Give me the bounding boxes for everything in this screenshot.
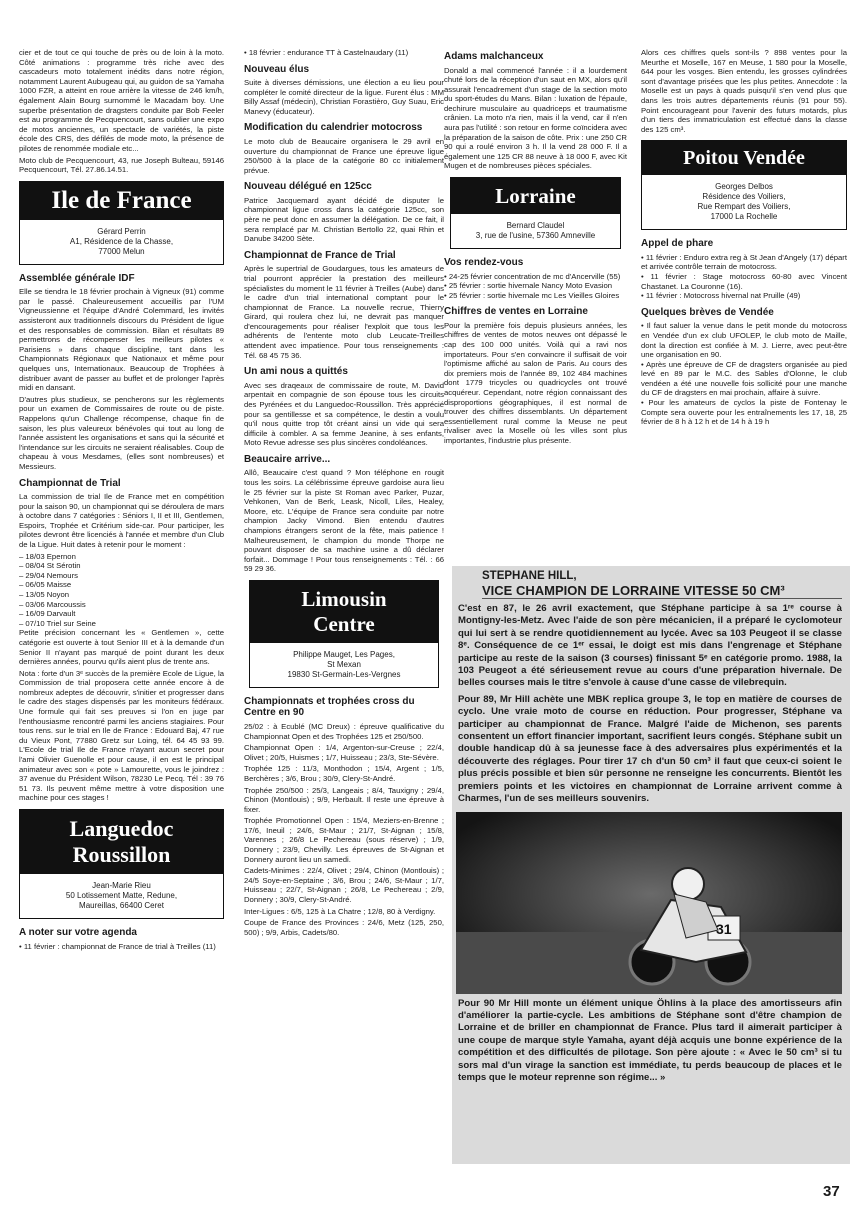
article-text: Nota : forte d'un 3ᵉ succès de la première Ecole de Ligue, la Commission de trial proposera cette année encore à de nombreux adeptes de découvrir, s'initier et progresser dans le cadre des stages dispensés par les moniteurs fédéraux. Une formule qui fait ses preuves si l'on en juge par l'enthousiasme rencontré parmi les anciens stagiaires. Pour tous rens. sur le trial en Ile de France : Edouard Baj, 47 rue du Vieux Pont, 77880 Gretz sur Loing, tél. 64 45 93 99. L'Ecole de trial Ile de France n'ayant aucun secret pour l'ami Olivier Guenolle et pour cause, il en est le principal animateur avec son « pote » Lamourette, vous le joindrez : 37 avenue du Président Wilson, 78230 Le Pecq. Tél : 39 76 51 73. Ils peuvent même mettre à votre disposition une machine pour ces stages ! bbox=[19, 668, 224, 803]
region-address bbox=[642, 175, 846, 229]
heading: Championnat de Trial bbox=[19, 477, 121, 489]
region-address bbox=[250, 643, 438, 687]
page-number: 37 bbox=[823, 1183, 840, 1200]
feature-article-stephane-hill bbox=[452, 566, 850, 1164]
agenda-list bbox=[19, 942, 224, 952]
article-text: Alors ces chiffres quels sont-ils ? 898 ventes pour la Meurthe et Moselle, 167 en Meuse, 1 580 pour la Moselle, 644 pour les vosges. Bien entendu, les grosses cylindrées sont d'avantage prisées que les plus petites. Annecdote : la Moselle est un pays à quads puisqu'il s'en vend plus que dans les trois autres départements réunis (91 pour 55). Point encourageant pour l'avenir des futurs motards, plus d'un tiers des immatriculation est effectué dans la classe des 125 cm³. bbox=[641, 48, 847, 134]
article-text: Petite précision concernant les « Gentlemen », cette catégorie est ouverte à tout Senior III et à la demande d'un Senior II n'ayant pas marqué de point durant les deux dernières années, pourvu qu'ils aient plus de trente ans. bbox=[19, 628, 224, 667]
address-line: 17000 La Rochelle bbox=[710, 212, 778, 222]
region-address bbox=[20, 874, 223, 918]
list-item: • Pour les amateurs de cyclos la piste de Fontenay le Compte sera ouverte pour les entraînements les 17, 18, 25 février de 8 h à 12 h et de 14 h à 19 h bbox=[641, 398, 847, 427]
news-list bbox=[641, 321, 847, 427]
region-box-ile-de-france bbox=[19, 181, 224, 265]
race-number: 31 bbox=[716, 920, 732, 937]
list-item: – 18/03 Epernon bbox=[19, 551, 76, 561]
heading: Quelques brèves de Vendée bbox=[641, 306, 774, 318]
list-item: • Il faut saluer la venue dans le petit monde du motocross en Vendée d'un ex club UFOLEP, le club moto de Maille, dont la direction est confiée à M. J. Lierre, avec peut-être une organisation en 90. bbox=[641, 321, 847, 360]
list-item: • 11 février : Stage motocross 60-80 avec Vincent Chastanet. La Couronne (16). bbox=[641, 272, 847, 291]
address-line: Résidence des Voiliers, bbox=[702, 192, 786, 202]
list-item: • 11 février : Motocross hivernal nat Pruille (49) bbox=[641, 291, 801, 301]
heading: Nouveau élus bbox=[244, 63, 310, 75]
heading: Un ami nous a quittés bbox=[244, 366, 348, 378]
feature-subtitle: VICE CHAMPION DE LORRAINE VITESSE 50 CM³ bbox=[482, 583, 842, 599]
address-line: Bernard Claudel bbox=[506, 221, 565, 231]
list-item: • 11 février : Enduro extra reg à St Jean d'Angely (17) départ et arrivée contrôle terrain de motocross. bbox=[641, 252, 847, 272]
address-line: Georges Delbos bbox=[715, 182, 773, 192]
region-title-line: Roussillon bbox=[72, 842, 171, 867]
region-box-limousin-centre bbox=[249, 580, 439, 688]
list-item: – 06/05 Maisse bbox=[19, 580, 72, 590]
address-line: Philippe Mauget, Les Pages, bbox=[293, 649, 395, 659]
article-text: Trophée Promotionnel Open : 15/4, Meziers-en-Brenne ; 17/6, Ineuil ; 24/6, St-Maur ; 21/7, St-Aignan ; 15/8, Varennes ; 26/8 Le Pechereau (sous réserve) ; 1/9, Donnery ; 23/9, Chevilly. Les épreuves de St-Aignan et Donnery auront lieu un samedi. bbox=[244, 816, 444, 864]
list-item: – 07/10 Triel sur Seine bbox=[19, 618, 96, 628]
address-line: 19830 St-Germain-Les-Vergnes bbox=[287, 669, 401, 679]
event-list bbox=[444, 272, 627, 301]
address-line: St Mexan bbox=[327, 659, 361, 669]
article-text: Inter-Ligues : 6/5, 125 à La Chatre ; 12/8, 80 à Verdigny. bbox=[244, 906, 436, 916]
list-item: – 08/04 St Sérotin bbox=[19, 561, 81, 571]
feature-text: Pour 89, Mr Hill achète une MBK replica groupe 3, le top en matière de courses de cyclo. Une vraie moto de course en réduction. Pour progresser, Stéphane va participer au championnat de France. Malgré l'aide de Michenon, ses parents consentent un effort financier important, sacrifient leurs congés. Stéphane subit un double handicap dû à sa jeunesse face à des adversaires plus expérimentés et la découverte des réglages. Pour tirer 17 ch d'un 50 cm³ il faut que ceux-ci soient le plus précis possible et bien sûr personne ne renseigne les concurrents. Bientôt les premiers points et les victoires en championnat de Lorraine arrivent comme à Charmes, l'un de ses meilleurs souvenirs. bbox=[458, 693, 842, 805]
article-text: 25/02 : à Ecublé (MC Dreux) : épreuve qualificative du Championnat Open et des Trophées 125 et 250/500. bbox=[244, 721, 444, 741]
address-line: 77000 Melun bbox=[98, 246, 145, 256]
article-text: Suite à diverses démissions, une élection a eu lieu pour compléter le comité directeur de la ligue. Furent élus : MM Billy Assaf (médecin), Christian Forastièro, Guy Suau, Eric Manevy (éducateur). bbox=[244, 78, 444, 116]
heading: A noter sur votre agenda bbox=[19, 927, 137, 938]
list-item: • Après une épreuve de CF de dragsters organisée au pied levé en 89 par le M.C. des Sables d'Olonne, le club vendéen a été une nouvelle fois sollicité pour une manche du CF de dragsters en mai prochain, affaire à suivre. bbox=[641, 359, 847, 398]
list-item: – 03/06 Marcoussis bbox=[19, 599, 86, 609]
feature-title: STEPHANE HILL, bbox=[482, 570, 577, 582]
region-title: Ile de France bbox=[20, 182, 223, 220]
heading: Adams malchanceux bbox=[444, 51, 544, 62]
column-2 bbox=[244, 48, 444, 939]
region-title: Lorraine bbox=[451, 178, 620, 214]
article-text: Elle se tiendra le 18 février prochain à Vigneux (91) comme par le passé. Chaleureusement accueillis par l'UM Vigneussienne et l'équipe d'André Colemmard, les invités assisteront aux traditionnels discours du Président de ligue et des responsables de commission. Bilan et résultats 89 permettrons de récompenser les meilleurs pilotes « Parisiens » dans chaque discipline, tant dans les Championnats Régionaux que Nationaux et même pour quelques uns, Internationaux. Beaucoup de Trophées à distribuer avant de passer au buffet et de prolonger l'après midi en dansant. bbox=[19, 287, 224, 393]
address-line: 50 Lotissement Matte, Redune, bbox=[65, 891, 178, 900]
address-line: Rue Rempart des Voiliers, bbox=[697, 202, 791, 212]
event-list bbox=[641, 253, 847, 301]
heading: Beaucaire arrive... bbox=[244, 453, 331, 465]
article-text: Pour la première fois depuis plusieurs années, les chiffres de ventes de motos neuves ont dépassé le cap des 100 000 unités. Voilà qui a ravi nos importateurs. Pour s'en convaincre il suffisait de voir l'optimisme affiché au salon de Paris. Au cours des dix premiers mois de l'année 89, 102 484 machines dont 1779 tricycles ou quadricycles ont trouvé acquéreur. Cependant, notre région connaissant des disproportions géographiques, il est normal de trouver des chiffres dissemblants. Un département essentiellement rural comme la Meuse ne peut rivaliser avec la Moselle où les villes sont plus importantes, l'industrie plus présente. bbox=[444, 320, 627, 445]
article-text: cier et de tout ce qui touche de près ou de loin à la moto. Côté animations : programme très riche avec des cascadeurs moto totalement inédits dans notre région, notamment Laurent Aubugeau qui, au guidon de sa Yamaha 1000 FZR, a atteint en roue arrière la vitesse de 246 km/h, également Alain Bourg surnommé le Macadam boy. Une superbe présentation de dragsters conduite par Bob Feeler est au programme de Pecquencourt, sans oublier une expo de motos anciennes, un spectacle de variétés, la piste école des CRS, des défilés de mode moto, la présence de pilotes de renommée modiale etc... bbox=[19, 48, 224, 153]
region-title: Poitou Vendée bbox=[642, 141, 846, 175]
heading: Championnat de France de Trial bbox=[244, 249, 396, 261]
column-3 bbox=[444, 48, 627, 448]
address-line: Gérard Perrin bbox=[97, 226, 146, 236]
region-box-poitou-vendee bbox=[641, 140, 847, 230]
motorcycle-racer-photo bbox=[456, 812, 842, 994]
heading: Assemblée générale IDF bbox=[19, 272, 135, 284]
list-item: • 18 février : endurance TT à Castelnaudary (11) bbox=[244, 48, 409, 57]
article-text: Moto club de Pecquencourt, 43, rue Joseph Bulteau, 59146 Pecquencourt, Tél. 27.86.14.51. bbox=[19, 155, 224, 175]
agenda-list bbox=[244, 48, 444, 58]
article-text: Trophée 250/500 : 25/3, Langeais ; 8/4, Tauxigny ; 29/4, Chinon (Montlouis) ; 9/9, Herbault. Il reste une épreuve à fixer. bbox=[244, 785, 444, 814]
heading: Vos rendez-vous bbox=[444, 257, 524, 269]
region-title bbox=[20, 810, 223, 874]
region-title bbox=[250, 581, 438, 643]
article-text: Avec ses draqeaux de commissaire de route, M. David arpentait en compagnie de son épouse tous les circuits des Pyrénées et du Languedoc-Roussillon. Très apprécié pour sa gentillesse et sa compétence, le destin a voulu qu'il nous quitte trop tôt créant ainsi un vide qui sera difficile à combler. A sa femme Jeanine, à ses enfants, Moto Revue adresse ses plus sincères condoléances. bbox=[244, 380, 444, 448]
column-1 bbox=[19, 48, 224, 954]
article-text: Après le supertrial de Goudargues, tous les amateurs de trial pourront apprécier la prestation des meilleurs spécialistes du moment le 11 février à Treilles (Aube) dans le cadre d'un trial international comptant pour le championnat de France. La nouvelle recrue, Thierry Girard, qui roulera chez lui, ne devrait pas manquer d'encouragements pour réaliser l'exploit que tous les adhérents de l'entente moto club Leucate-Treilles attendent avec impatience. Pour tous renseignements : Tél. 68 45 75 36. bbox=[244, 264, 444, 360]
heading: Appel de phare bbox=[641, 238, 714, 250]
article-text: Cadets-Minimes : 22/4, Olivet ; 29/4, Chinon (Montlouis) ; 24/5 Soye-en-Septaine ; 3/6, Brou ; 24/6, St-Maur ; 1/7, Huisseau ; 22/7, St-Aignan ; 26/8, Le Pechereau ; 2/9, Donnery ; 30/9, Clery-St-André. bbox=[244, 866, 444, 905]
heading: Chiffres de ventes en Lorraine bbox=[444, 306, 588, 318]
race-photo bbox=[456, 812, 842, 994]
region-address bbox=[20, 220, 223, 264]
article-text: D'autres plus studieux, se pencherons sur les règlements pour un examen de Commissaires de route ou de piste. Rappelons qu'un Challenge récompense, chaque fin de saison, les plus valeureux bénévoles qui tout au long de l'année assistent les organisations et sans qui la sécurité et l'intendance sur les circuits ne seraient réalisables. Coup de chapeau à vous Mesdames, (elles sont nombreuses) et Messieurs. bbox=[19, 394, 224, 471]
article-text: La commission de trial Ile de France met en compétition pour la saison 90, un championnat qui se déroulera de mars à octobre dans 7 catégories : Séniors I, II et III, Gentlemen, Espoirs, Trophée et Critérium side-car. Pour participer, les pilotes devront être licenciés à l'année et membre d'un Club de la Ligue. Huit dates à retenir pour le moment : bbox=[19, 492, 224, 549]
feature-text: C'est en 87, le 26 avril exactement, que Stéphane participe à sa 1ʳᵉ course à Montigny-les-Metz. Avec l'aide de son père mécanicien, il a préparé le cyclomoteur qui lui sert à se rendre quotidiennement au lycée. Avec sa 103 Peugeot il se classe 8ᵉ. Conséquence de ce 1ᵉʳ essai, le doigt est mis dans l'engrenage et Stéphane participe au reste de la saison (3 courses) finissant 5ᵉ en catégorie promo. 1988, la 103 Peugeot a été sérieusement revue au cours d'une préparation hivernale. De belles courses mais le titre s'envole à cause d'une casse de vilebrequin. bbox=[458, 603, 842, 689]
region-title-line: Languedoc bbox=[69, 816, 174, 841]
list-item: – 29/04 Nemours bbox=[19, 570, 78, 580]
region-address bbox=[451, 214, 620, 248]
address-line: Maureillas, 66400 Ceret bbox=[79, 901, 164, 910]
column-4 bbox=[641, 48, 847, 430]
list-item: – 13/05 Noyon bbox=[19, 589, 70, 599]
region-box-languedoc-roussillon bbox=[19, 809, 224, 919]
feature-text: Pour 90 Mr Hill monte un élément unique Öhlins à la place des amortisseurs afin d'améliorer la partie-cycle. Les ambitions de Stéphane sont d'être champion de Lorraine et de briller en championnat de France. Plus tard il aimerait participer à une coupe de marque style Yamaha, ayant déjà acquis une bonne expérience de la compétition et des difficultés de pilotage. Son père ajoute : « Avec le 50 cm³ si tu sors mal d'un virage la sanction est immédiate, tu perds beaucoup de places et le temps que le moteur reprenne son régime... » bbox=[458, 997, 842, 1083]
article-text: Trophée 125 : 11/3, Monthodon ; 15/4, Argent ; 1/5, Berchères ; 3/6, Brou ; 30/9, Clery-St-André. bbox=[244, 764, 444, 783]
region-box-lorraine bbox=[450, 177, 621, 249]
list-item: • 11 février : championnat de France de trial à Treilles (11) bbox=[19, 941, 216, 951]
address-line: 3, rue de l'usine, 57360 Amneville bbox=[475, 231, 596, 241]
article-text: Championnat Open : 1/4, Argenton-sur-Creuse ; 22/4, Olivet ; 20/5, Huismes ; 1/7, Huisseau ; 23/3, Ste-Sévère. bbox=[244, 743, 444, 762]
article-text: Patrice Jacquemard ayant décidé de disputer le championnat ligue cross dans la catégorie 125cc, son père ne peut donc en assumer la délégation. De ce fait, il sera remplacé par M. Christian Bertollo 22, quai Rhin et Danube 34200 Sète. bbox=[244, 195, 444, 244]
list-item: – 16/09 Darvault bbox=[19, 609, 76, 619]
article-text: Le moto club de Beaucaire organisera le 29 avril en ouverture du championnat de France une épreuve ligue 250/500 à la place de la catégorie 80 cc initialement prévue. bbox=[244, 136, 444, 175]
article-text: Donald a mal commencé l'année : il a lourdement chuté lors de la réception d'un saut en MX, alors qu'il assurait l'encadrement d'un stage de la section moto du sport-études du Mans. Bilan : luxation de l'épaule, dechirure musculaire au quadriceps et traumatisme crânien. La moto n'a rien, mais il la vend, car il n'en aura pas l'utilité : son retour en forme coïncidera avec la préparation de la saison de côte. Prix : une 250 CR 90 qui a roulé environ 3 h. Il la vend 28 000 F. Il a également une 125 CR 88 neuve à 18 000 F, avec Kit Mugen et de nombreuses pièces spéciales. bbox=[444, 65, 627, 171]
region-title-line: Limousin bbox=[301, 586, 387, 611]
address-line: Jean-Marie Rieu bbox=[92, 881, 151, 890]
article-text: Coupe de France des Provinces : 24/6, Metz (125, 250, 500) ; 9/9, Arbis, Cadets/80. bbox=[244, 918, 444, 937]
heading: Championnats et trophées cross du Centre en 90 bbox=[244, 695, 415, 719]
heading: Modification du calendrier motocross bbox=[244, 122, 423, 134]
list-item: • 25 février : sortie hivernale Nancy Moto Evasion bbox=[444, 281, 613, 291]
article-text: Allô, Beaucaire c'est quand ? Mon téléphone en rougit tous les soirs. La célébrissime épreuve gardoise aura lieu le 25 février sur la piste St Roman avec Parker, Puzar, Vehkonen, Van de Berk, Leask, Nicoll, Liles, Healey, Moore, etc. L'équipe de France sera conduite par notre champion Jacky Vimond. Bien entendu d'autres champions étrangers seront de la fête, mais patience ! Malheureusement, le champion du monde Thorpe ne pouvant disposer de sa machine usine a dû déclarer forfait... Dommage ! Pour tous renseignements : Tél. : 66 59 29 36. bbox=[244, 468, 444, 574]
heading: Nouveau délégué en 125cc bbox=[244, 181, 372, 193]
address-line: A1, Résidence de la Chasse, bbox=[69, 236, 174, 246]
date-list bbox=[19, 552, 224, 629]
list-item: • 24-25 février concentration de mc d'Ancerville (55) bbox=[444, 271, 621, 281]
list-item: • 25 février : sortie hivernale mc Les Vieilles Gloires bbox=[444, 290, 620, 300]
region-title-line: Centre bbox=[313, 611, 375, 636]
